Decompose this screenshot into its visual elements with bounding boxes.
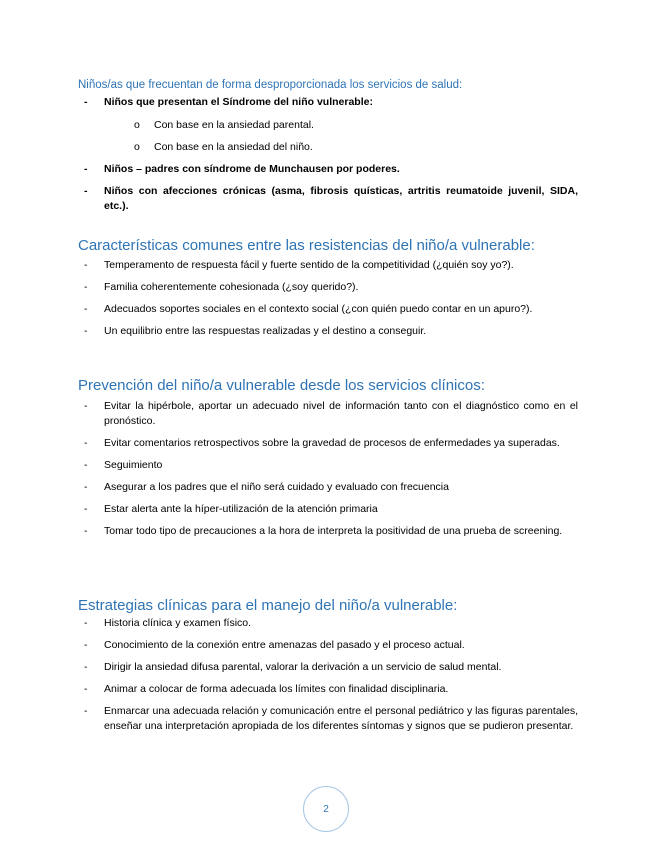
bullet-dash: - [84,683,88,695]
bullet-dash: - [84,437,88,449]
characteristics-list [84,258,578,339]
list-item: - Un equilibrio entre las respuestas realizadas y el destino a conseguir. [84,325,427,337]
list-item: - Asegurar a los padres que el niño será cuidado y evaluado con frecuencia [84,481,449,493]
list-item: - Adecuados soportes sociales en el contexto social (¿con quién puedo contar en un apuro?). [84,303,533,315]
page-number-badge [303,786,349,832]
bullet-dash: - [84,163,88,175]
bullet-dash: - [84,705,88,717]
bullet-circle: o [134,119,140,131]
list-item: - Dirigir la ansiedad difusa parental, valorar la derivación a un servicio de salud mental. [84,661,502,673]
bullet-dash: - [84,400,88,412]
bullet-dash: - [84,639,88,651]
strategies-list [84,616,578,734]
bullet-dash: - [84,185,88,197]
bullet-dash: - [84,617,88,629]
health-services-list [84,95,578,110]
bullet-dash: - [84,259,88,271]
list-item: - Animar a colocar de forma adecuada los límites con finalidad disciplinaria. [84,683,449,695]
page-number: 2 [323,803,329,815]
list-item: - Niños que presentan el Síndrome del niño vulnerable: [84,96,373,108]
list-item: - Niños – padres con síndrome de Munchausen por poderes. [84,163,400,175]
prevention-list [84,399,578,539]
list-item: - Estar alerta ante la híper-utilización de la atención primaria [84,503,378,515]
sub-list-item: o Con base en la ansiedad parental. [134,119,314,131]
bullet-dash: - [84,525,88,537]
bullet-dash: - [84,503,88,515]
list-item: - Enmarcar una adecuada relación y comunicación entre el personal pediátrico y las figuras parentales, enseñar una interpretación apropiada de los diferentes síntomas y signos que se pudieron presentar. [84,705,578,732]
bullet-dash: - [84,303,88,315]
section-heading-characteristics: Características comunes entre las resistencias del niño/a vulnerable: [78,237,535,254]
list-item: - Evitar la hipérbole, aportar un adecuado nivel de información tanto con el diagnóstico como en el pronóstico. [84,400,578,427]
intro-paragraph: Niños/as que frecuentan de forma desproporcionada los servicios de salud: [78,79,463,91]
bullet-circle: o [134,141,140,153]
bullet-dash: - [84,96,88,108]
vulnerable-child-sublist [134,118,574,155]
list-item: - Temperamento de respuesta fácil y fuerte sentido de la competitividad (¿quién soy yo?). [84,259,514,271]
list-item: - Historia clínica y examen físico. [84,617,252,629]
list-item: - Tomar todo tipo de precauciones a la hora de interpreta la positividad de una prueba de screening. [84,525,563,537]
section-heading-prevention: Prevención del niño/a vulnerable desde los servicios clínicos: [78,377,485,394]
section-heading-strategies: Estrategias clínicas para el manejo del niño/a vulnerable: [78,597,458,614]
list-item: - Seguimiento [84,459,163,471]
list-item: - Conocimiento de la conexión entre amenazas del pasado y el proceso actual. [84,639,465,651]
bullet-dash: - [84,661,88,673]
bullet-dash: - [84,281,88,293]
bullet-dash: - [84,325,88,337]
list-item: - Niños con afecciones crónicas (asma, fibrosis quísticas, artritis reumatoide juvenil, SIDA, etc.). [84,185,578,212]
list-item: - Evitar comentarios retrospectivos sobre la gravedad de procesos de enfermedades ya superadas. [84,437,560,449]
list-item: - Familia coherentemente cohesionada (¿soy querido?). [84,281,359,293]
bullet-dash: - [84,459,88,471]
sub-list-item: o Con base en la ansiedad del niño. [134,141,313,153]
bullet-dash: - [84,481,88,493]
health-services-list-continued [84,162,578,214]
